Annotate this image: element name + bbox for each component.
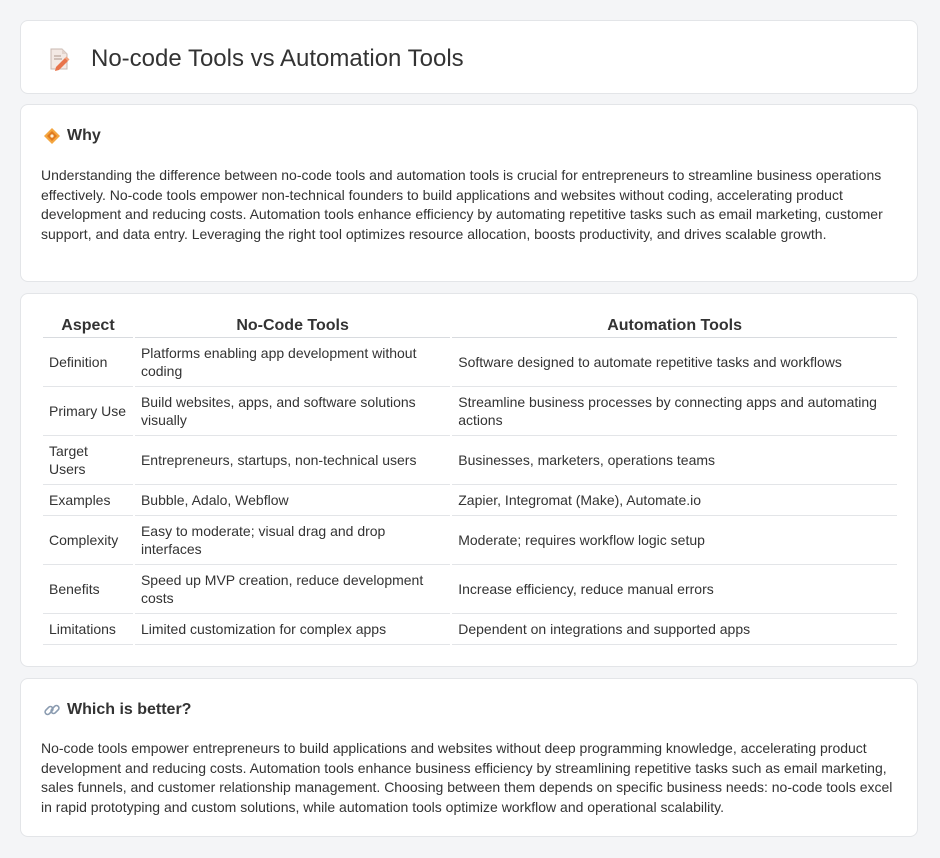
row-no-code: Easy to moderate; visual drag and drop interfaces xyxy=(135,516,450,565)
better-heading xyxy=(43,701,191,719)
table-header-row xyxy=(43,315,897,338)
table-row xyxy=(43,614,897,645)
row-no-code: Entrepreneurs, startups, non-technical users xyxy=(135,436,450,485)
row-no-code: Limited customization for complex apps xyxy=(135,614,450,645)
table-row xyxy=(43,338,897,387)
row-automation: Zapier, Integromat (Make), Automate.io xyxy=(452,485,897,516)
row-aspect: Benefits xyxy=(43,565,133,614)
table-row xyxy=(43,565,897,614)
row-automation: Businesses, marketers, operations teams xyxy=(452,436,897,485)
row-automation: Streamline business processes by connecting apps and automating actions xyxy=(452,387,897,436)
table-row xyxy=(43,387,897,436)
row-aspect: Primary Use xyxy=(43,387,133,436)
title-row xyxy=(47,45,464,73)
title-card xyxy=(20,20,918,94)
row-aspect: Complexity xyxy=(43,516,133,565)
comparison-card xyxy=(20,293,918,667)
page-title: No-code Tools vs Automation Tools xyxy=(91,45,464,72)
comparison-table xyxy=(41,315,899,645)
which-better-section xyxy=(20,678,918,837)
table-row xyxy=(43,516,897,565)
link-icon xyxy=(43,701,61,719)
row-no-code: Build websites, apps, and software solutions visually xyxy=(135,387,450,436)
header-no-code: No-Code Tools xyxy=(135,315,450,338)
diamond-icon xyxy=(43,127,61,145)
better-title: Which is better? xyxy=(67,701,192,718)
better-text: No-code tools empower entrepreneurs to build applications and websites without deep programming knowledge, accelerating product development and reducing costs. Automation tools enhance business efficiency by streamlining repetitive tasks such as email marketing, sales funnels, and customer relationship management. Choosing between them depends on specific business needs: no-code tools excel in rapid prototyping and custom solutions, while automation tools optimize workflow and operational scalability. xyxy=(41,740,893,815)
why-text: Understanding the difference between no-code tools and automation tools is crucial for entrepreneurs to streamline business operations effectively. No-code tools empower non-technical founders to build applications and websites without coding, accelerating product development and reducing costs. Automation tools enhance efficiency by automating repetitive tasks such as email marketing, customer support, and data entry. Leveraging the right tool optimizes resource allocation, boosts productivity, and drives scalable growth. xyxy=(41,167,883,242)
row-aspect: Limitations xyxy=(43,614,133,645)
row-aspect: Examples xyxy=(43,485,133,516)
row-automation: Moderate; requires workflow logic setup xyxy=(452,516,897,565)
row-no-code: Speed up MVP creation, reduce development costs xyxy=(135,565,450,614)
row-automation: Increase efficiency, reduce manual errors xyxy=(452,565,897,614)
row-no-code: Platforms enabling app development without coding xyxy=(135,338,450,387)
why-title: Why xyxy=(67,127,101,144)
header-aspect: Aspect xyxy=(43,315,133,338)
row-aspect: Target Users xyxy=(43,436,133,485)
why-section xyxy=(20,104,918,282)
row-no-code: Bubble, Adalo, Webflow xyxy=(135,485,450,516)
memo-pencil-icon xyxy=(47,47,71,71)
row-automation: Software designed to automate repetitive tasks and workflows xyxy=(452,338,897,387)
row-aspect: Definition xyxy=(43,338,133,387)
table-row xyxy=(43,485,897,516)
why-heading xyxy=(43,127,101,145)
row-automation: Dependent on integrations and supported apps xyxy=(452,614,897,645)
header-automation: Automation Tools xyxy=(452,315,897,338)
table-row xyxy=(43,436,897,485)
